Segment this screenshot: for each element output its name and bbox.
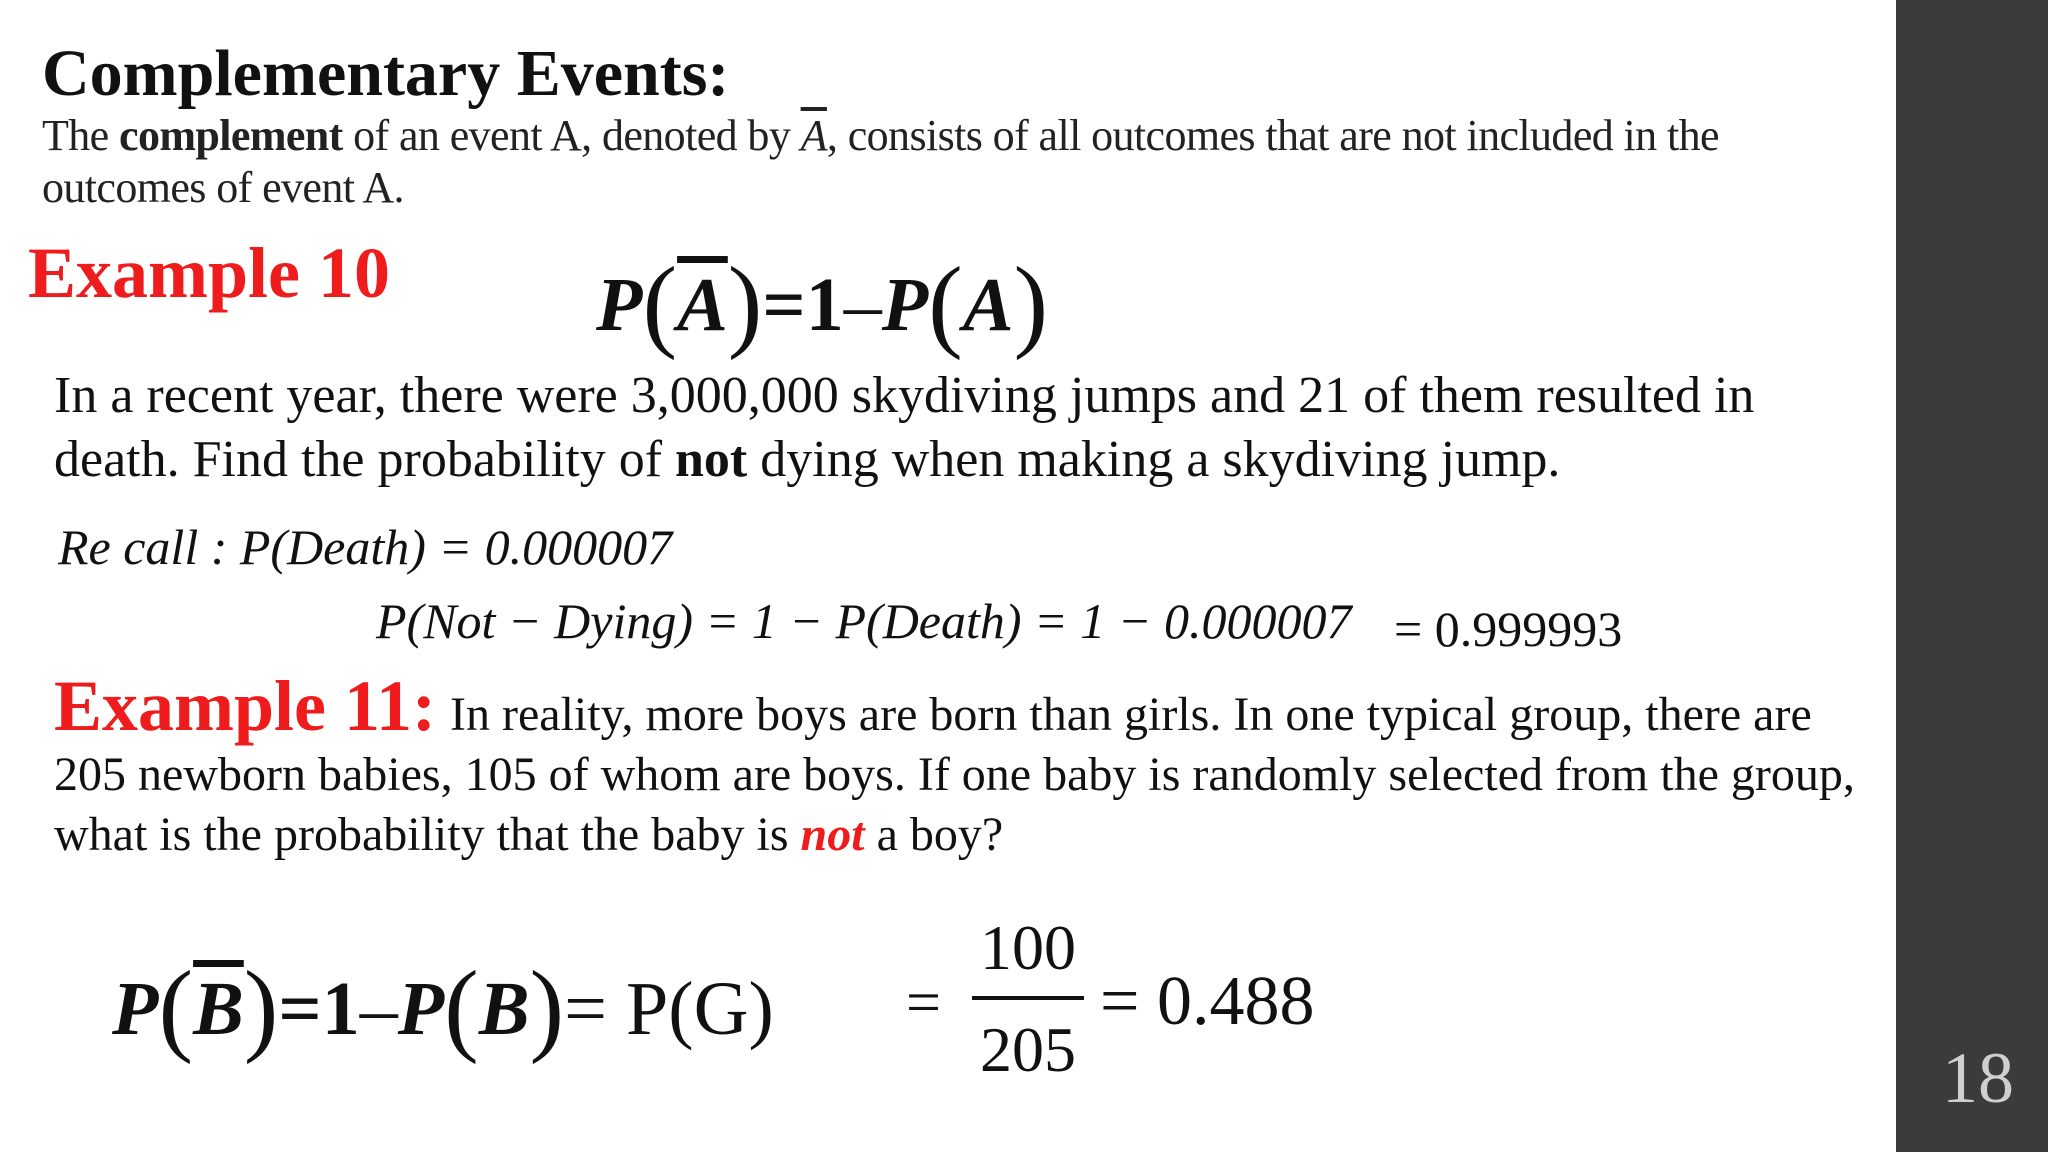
example-11-problem	[54, 666, 1874, 865]
formula-minus: –	[843, 263, 882, 347]
slide-title: Complementary Events:	[42, 37, 730, 110]
formula2-b-bar: $\overline{B}$	[193, 967, 244, 1051]
formula-p: P	[596, 263, 643, 347]
right-paren-2: )	[1013, 246, 1049, 361]
formula2-right-paren: )	[243, 950, 279, 1065]
formula2-left-paren-2: (	[444, 950, 479, 1065]
recall-equation: Re call : P(Death) = 0.000007	[58, 519, 673, 575]
formula-p-2: P	[881, 263, 929, 347]
formula2-b: B	[478, 967, 530, 1051]
definition-part-1: The	[42, 111, 120, 160]
example-11-not: not	[800, 808, 865, 861]
complement-formula	[596, 236, 1049, 361]
example-11-answer: = 0.488	[1100, 963, 1315, 1040]
not-dying-equation: P(Not − Dying) = 1 − P(Death) = 1 − 0.000007	[376, 593, 1352, 649]
formula2-left-paren: (	[158, 950, 194, 1065]
formula-a-bar: $\overline{A}$	[677, 263, 728, 347]
formula2-p-2: P	[397, 967, 445, 1051]
example-11-part-1: In reality, more boys are born than girls. In one typical group, there are 205 newborn babies, 105 of whom are boys. If one baby is randomly selected from the group, what is the probability that the baby is	[54, 688, 1855, 861]
slide-sidebar	[1896, 0, 2048, 1152]
formula2-one: 1	[321, 967, 360, 1051]
example-10-answer: = 0.999993	[1394, 601, 1623, 657]
formula2-p: P	[112, 967, 159, 1051]
formula2-equals: =	[278, 967, 322, 1051]
problem-bold-not: not	[675, 431, 748, 488]
problem-part-2: dying when making a skydiving jump.	[747, 431, 1561, 488]
fraction-denominator: 205	[980, 1014, 1076, 1085]
formula-a: A	[962, 263, 1014, 347]
example-10-label: Example 10	[28, 233, 391, 313]
formula2-right-paren-2: )	[529, 950, 565, 1065]
definition-text	[42, 110, 1842, 214]
fraction-bar	[972, 996, 1084, 1000]
definition-part-2: of an event A, denoted by	[342, 111, 801, 160]
example-10-problem	[54, 364, 1874, 492]
definition-bold-term: complement	[119, 111, 343, 160]
formula2-pg: = P(G)	[564, 967, 774, 1051]
fraction-numerator: 100	[980, 912, 1076, 983]
problem-part-1: In a recent year, there were 3,000,000 skydiving jumps and 21 of them resulted in death. Find the probability of	[54, 367, 1755, 488]
definition-part-3: , consists of all outcomes that are not included in the outcomes of event A.	[42, 111, 1719, 212]
fraction	[972, 912, 1084, 1086]
formula2-minus: –	[359, 967, 398, 1051]
left-paren: (	[642, 246, 678, 361]
formula-one: 1	[805, 263, 844, 347]
example-11-label: Example 11:	[54, 666, 437, 746]
slide-number: 18	[1942, 1038, 2014, 1118]
example-11-part-2: a boy?	[864, 808, 1004, 861]
complement-symbol: $\overline{A}$	[800, 111, 827, 160]
formula-equals: =	[762, 263, 806, 347]
right-paren: )	[727, 246, 763, 361]
fraction-equals: =	[906, 969, 941, 1037]
boy-complement-formula	[112, 940, 774, 1065]
left-paren-2: (	[928, 246, 963, 361]
